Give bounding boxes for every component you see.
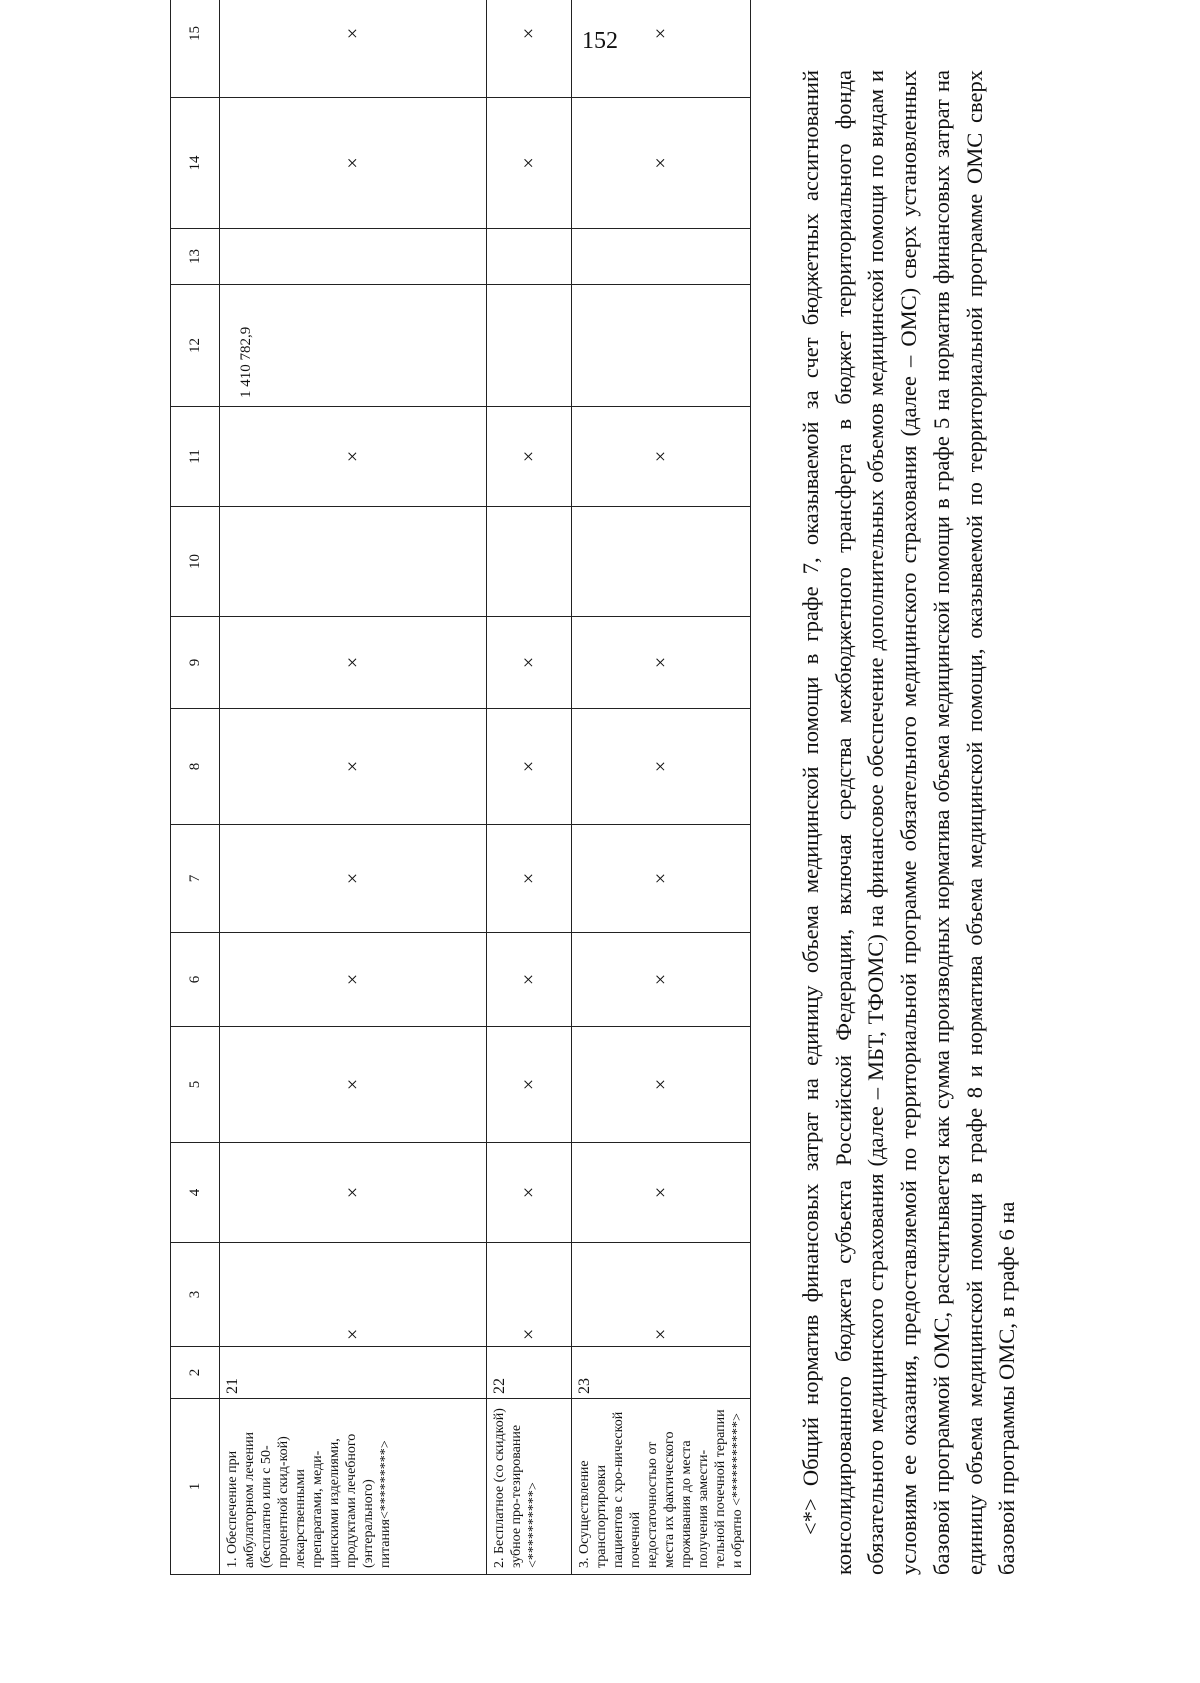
table-cell xyxy=(572,229,751,285)
column-header: 9 xyxy=(171,617,220,709)
row-number-cell: 21 xyxy=(220,1347,487,1399)
table-cell: × xyxy=(220,825,487,933)
column-header: 4 xyxy=(171,1143,220,1243)
column-header: 3 xyxy=(171,1243,220,1347)
column-header: 2 xyxy=(171,1347,220,1399)
table-cell: × xyxy=(572,709,751,825)
footnote xyxy=(795,70,1024,1575)
row-number-cell: 23 xyxy=(572,1347,751,1399)
table-cell: × xyxy=(572,98,751,229)
table-row xyxy=(572,0,751,1575)
table-row xyxy=(220,0,487,1575)
column-header: 1 xyxy=(171,1399,220,1575)
table-cell: × xyxy=(572,1027,751,1143)
table-cell: × xyxy=(572,825,751,933)
table-cell: × xyxy=(487,1143,572,1243)
column-header: 7 xyxy=(171,825,220,933)
table-cell xyxy=(220,507,487,617)
column-header: 10 xyxy=(171,507,220,617)
table-cell: 1 410 782,9 xyxy=(220,285,487,407)
table-cell: × xyxy=(220,98,487,229)
page-number: 152 xyxy=(582,28,618,54)
table-cell: × xyxy=(572,0,751,98)
table-cell: × xyxy=(220,1243,487,1347)
table-cell: × xyxy=(572,933,751,1027)
table-cell: × xyxy=(487,825,572,933)
table-header-row xyxy=(171,0,220,1575)
column-header: 15 xyxy=(171,0,220,98)
footnote-text: <*> Общий норматив финансовых затрат на единицу объема медицинской помощи в графе 7, оказываемой за счет бюджетных ассигнований консолидированного бюджета субъекта Российской Федерации, включая средства межбюджетного трансферта в бюджет территориального фонда обязательного медицинского страхования (далее – МБТ, ТФОМС) на финансовое обеспечение дополнительных объемов медицинской помощи по видам и условиям ее оказания, предоставляемой по территориальной программе обязательного медицинского страхования (далее – ОМС) сверх установленных базовой программой ОМС, рассчитывается как сумма производных норматива объема медицинской помощи в графе 5 на норматив финансовых затрат на единицу объема медицинской помощи в графе 8 и норматива объема медицинской помощи, оказываемой по территориальной программе ОМС сверх базовой программы ОМС, в графе 6 на xyxy=(798,70,1020,1575)
table-cell: × xyxy=(487,933,572,1027)
row-label: 3. Осуществление транспортировки пациентов с хро-нической почечной недостаточностью от места их фактического проживания до места получения замести-тельной почечной терапии и обратно <***********> xyxy=(572,1399,751,1575)
table-cell: × xyxy=(487,1243,572,1347)
table-cell: × xyxy=(220,1027,487,1143)
table-cell: × xyxy=(572,1143,751,1243)
table-cell: × xyxy=(572,617,751,709)
table-cell: × xyxy=(220,407,487,507)
table-cell: × xyxy=(220,709,487,825)
table-cell: × xyxy=(487,709,572,825)
table-cell: × xyxy=(572,407,751,507)
table-cell: × xyxy=(220,0,487,98)
table-cell: × xyxy=(572,1243,751,1347)
table-cell: × xyxy=(487,407,572,507)
column-header: 8 xyxy=(171,709,220,825)
table-cell xyxy=(220,229,487,285)
row-label: 1. Обеспечение при амбулаторном лечении (бесплатно или с 50-процентной скид-кой) лекарственными препаратами, меди-цинскими изделиями, продуктами лечебного (энтерального) питания<*********> xyxy=(220,1399,487,1575)
table-cell: × xyxy=(487,0,572,98)
table-cell: × xyxy=(487,1027,572,1143)
row-number-cell: 22 xyxy=(487,1347,572,1399)
column-header: 6 xyxy=(171,933,220,1027)
column-header: 13 xyxy=(171,229,220,285)
table-row xyxy=(487,0,572,1575)
column-header: 12 xyxy=(171,285,220,407)
table-cell: × xyxy=(220,1143,487,1243)
table-cell xyxy=(487,285,572,407)
column-header: 11 xyxy=(171,407,220,507)
table-cell xyxy=(487,229,572,285)
table-cell: × xyxy=(220,933,487,1027)
column-header: 5 xyxy=(171,1027,220,1143)
table-cell: × xyxy=(487,98,572,229)
row-label: 2. Бесплатное (со скидкой) зубное про-тезирование <**********> xyxy=(487,1399,572,1575)
table-cell xyxy=(572,285,751,407)
data-table xyxy=(170,0,751,1575)
table-cell: × xyxy=(487,617,572,709)
column-header: 14 xyxy=(171,98,220,229)
table-cell: × xyxy=(220,617,487,709)
table-cell xyxy=(487,507,572,617)
table-cell xyxy=(572,507,751,617)
